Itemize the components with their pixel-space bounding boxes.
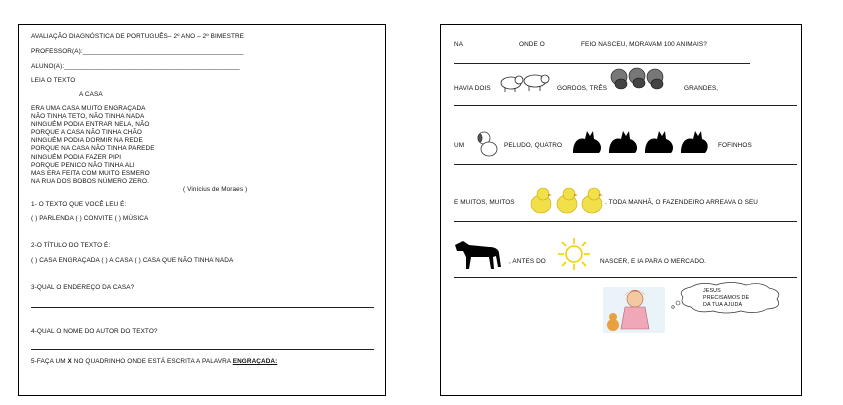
bubble-line: DA TUA AJUDA	[703, 302, 743, 309]
poem-title: A CASA	[79, 91, 103, 98]
rebus-line3-b: PELUDO, QUATRO	[504, 142, 563, 149]
answer-line[interactable]	[454, 164, 797, 165]
rebus-line2-b: GORDOS, TRÊS	[557, 85, 608, 92]
question-5	[31, 358, 277, 366]
q5-keyword: ENGRAÇADA:	[232, 358, 278, 365]
rebus-line2-a: HAVIA DOIS	[454, 85, 491, 92]
poem-line: PORQUE A CASA NÃO TINHA CHÃO	[31, 129, 142, 137]
professor-field: PROFESSOR(A):____________________________________________	[31, 48, 244, 55]
horse-icon	[449, 237, 505, 271]
poem-line: NINGUÉM PODIA ENTRAR NELA, NÃO	[31, 121, 150, 129]
rebus-line4-a: E MUITOS, MUITOS	[454, 199, 515, 206]
poem-line: NINGUÉM PODIA DORMIR NA REDE	[31, 137, 143, 145]
poem-author: ( Vinícius de Moraes )	[183, 186, 248, 193]
praying-child-icon	[603, 287, 665, 333]
poem-line: NA RUA DOS BOBOS NÚMERO ZERO.	[31, 177, 149, 185]
bubble-line: PRECISAMOS DE	[703, 295, 750, 302]
poem-body	[31, 105, 155, 186]
answer-line[interactable]	[454, 105, 797, 106]
question-2: 2-O TÍTULO DO TEXTO É:	[31, 242, 111, 249]
poem-line: NÃO TINHA TETO, NÃO TINHA NADA	[31, 113, 145, 121]
chick-icon	[529, 185, 605, 217]
worksheet-page-right	[440, 24, 802, 396]
answer-line[interactable]	[454, 221, 797, 222]
poem-line: PORQUE PENICO NÃO TINHA ALI	[31, 161, 135, 169]
rebus-line3-a: UM	[454, 142, 465, 149]
instruction-text: LEIA O TEXTO	[31, 77, 76, 84]
rebus-line1-c: FEIO NASCEU, MORAVAM 100 ANIMAIS?	[581, 41, 707, 48]
aluno-field: ALUNO(A):________________________________________________	[31, 63, 240, 70]
answer-line[interactable]	[454, 63, 750, 64]
poem-line: ERA UMA CASA MUITO ENGRAÇADA	[31, 105, 146, 112]
poem-line: MAS ERA FEITA COM MUITO ESMERO	[31, 169, 150, 177]
rebus-line3-c: FOFINHOS	[718, 142, 752, 149]
turkey-icon	[609, 67, 667, 93]
question-3: 3-QUAL O ENDEREÇO DA CASA?	[31, 284, 135, 291]
cat-icon	[569, 123, 709, 157]
sun-icon	[557, 237, 591, 271]
q5-x-mark: X	[67, 358, 72, 365]
poem-line: NINGUÉM PODIA FAZER PIPI	[31, 153, 122, 161]
rebus-line5-b: NASCER, E IA PARA O MERCADO.	[600, 258, 707, 265]
pig-icon	[499, 69, 551, 93]
answer-line-3[interactable]	[31, 307, 374, 308]
dog-icon	[475, 129, 501, 159]
question-1-options[interactable]: ( ) PARLENDA ( ) CONVITE ( ) MÚSICA	[31, 215, 149, 222]
worksheet-page-left	[18, 24, 386, 396]
poem-line: PORQUE NA CASA NÃO TINHA PAREDE	[31, 145, 155, 153]
rebus-line1-b: ONDE O	[519, 41, 545, 48]
exam-header: AVALIAÇÃO DIAGNÓSTICA DE PORTUGUÊS– 2º ANO – 2º BIMESTRE	[31, 33, 245, 40]
bubble-line: JESUS	[703, 288, 721, 294]
answer-line-4[interactable]	[31, 349, 374, 350]
rebus-line2-c: GRANDES,	[684, 85, 719, 92]
rebus-line1-a: NA	[454, 41, 464, 48]
question-4: 4-QUAL O NOME DO AUTOR DO TEXTO?	[31, 328, 158, 335]
bubble-text	[703, 288, 749, 310]
q5-middle: NO QUADRINHO ONDE ESTÁ ESCRITA A PALAVRA	[71, 358, 233, 365]
answer-line[interactable]	[454, 277, 797, 278]
question-1: 1- O TEXTO QUE VOCÊ LEU É:	[31, 201, 127, 208]
rebus-line5-a: , ANTES DO	[509, 258, 546, 265]
q5-prefix: 5-FAÇA UM	[31, 358, 68, 365]
question-2-options[interactable]: ( ) CASA ENGRAÇADA ( ) A CASA ( ) CASA QUE NÃO TINHA NADA	[31, 257, 234, 264]
rebus-line4-b: . TODA MANHÃ, O FAZENDEIRO ARREAVA O SEU	[605, 199, 759, 206]
